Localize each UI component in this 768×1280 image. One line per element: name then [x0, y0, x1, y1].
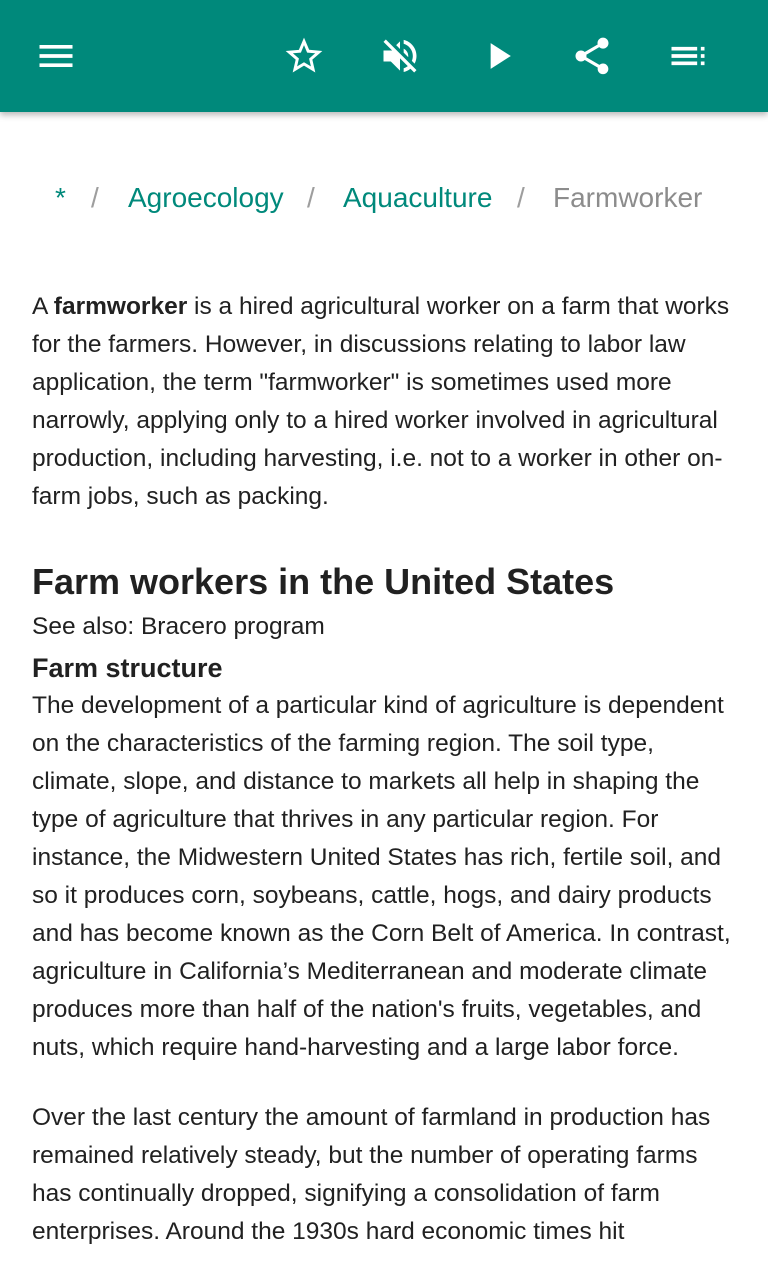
favorite-button[interactable] — [276, 28, 332, 84]
see-also-link[interactable]: See also: Bracero program — [32, 613, 325, 640]
mute-button[interactable] — [372, 28, 428, 84]
breadcrumb-separator: / — [517, 182, 525, 213]
intro-text: is a hired agricultural worker on a farm that works for the farmers. However, in discussions relating to labor law application, the term "farmworker" is sometimes used more narrowly, applying only to a hired worker involved in agricultural production, including harvesting, i.e. not to a worker in other on-farm jobs, such as packing. — [32, 293, 730, 510]
subsection-title: Farm structure — [32, 653, 223, 683]
share-icon — [570, 34, 614, 78]
intro-prefix: A — [32, 293, 54, 320]
star-outline-icon — [282, 34, 326, 78]
breadcrumb — [0, 178, 768, 222]
breadcrumb-separator: / — [91, 182, 99, 213]
breadcrumb-current: Farmworker — [553, 182, 703, 213]
breadcrumb-item-aquaculture[interactable]: Aquaculture — [343, 182, 493, 213]
farmland-paragraph: Over the last century the amount of farmland in production has remained relatively steady, but the number of operating farms has continually dropped, signifying a consolidation of farm enterprises. Around the 1930s hard economic times hit — [32, 1104, 711, 1245]
intro-paragraph — [32, 288, 732, 516]
breadcrumb-item-agroecology[interactable]: Agroecology — [128, 182, 284, 213]
farm-structure-paragraph: The development of a particular kind of agriculture is dependent on the characteristics of the farming region. The soil type, climate, slope, and distance to markets all help in shaping the type of agriculture that thrives in any particular region. For instance, the Midwestern United States has rich, fertile soil, and so it produces corn, soybeans, cattle, hogs, and dairy products and has become known as the Corn Belt of America. In contrast, agriculture in California’s Mediterranean and moderate climate produces more than half of the nation's fruits, vegetables, and nuts, which require hand-harvesting and a large labor force. — [32, 692, 731, 1061]
intro-term: farmworker — [53, 293, 188, 320]
contents-button[interactable] — [660, 28, 716, 84]
menu-icon — [34, 34, 78, 78]
menu-button[interactable] — [28, 28, 84, 84]
article-content — [32, 288, 732, 1251]
volume-off-icon — [378, 34, 422, 78]
share-button[interactable] — [564, 28, 620, 84]
playlist-icon — [666, 34, 710, 78]
app-toolbar — [0, 0, 768, 112]
section-title: Farm workers in the United States — [32, 561, 615, 602]
play-button[interactable] — [470, 28, 526, 84]
play-icon — [476, 34, 520, 78]
breadcrumb-separator: / — [307, 182, 315, 213]
breadcrumb-home[interactable]: * — [55, 182, 66, 213]
